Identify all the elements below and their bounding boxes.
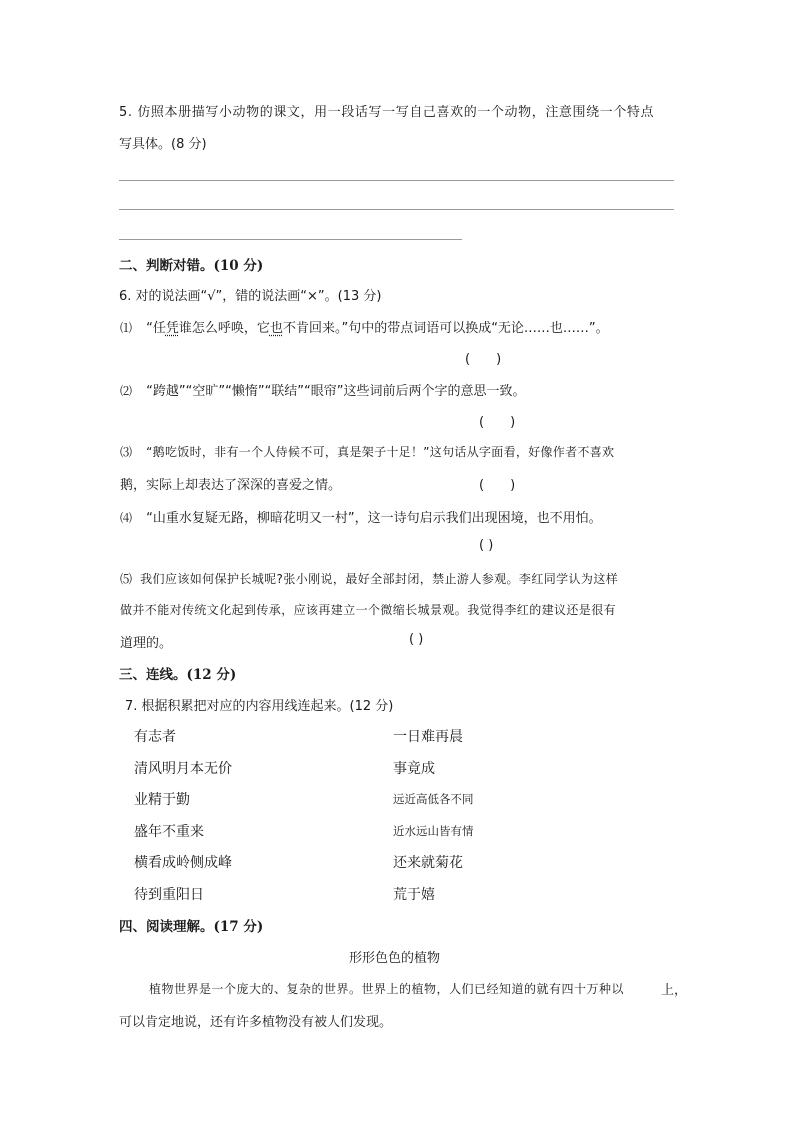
q6-item-5-line1: ⑸ 我们应该如何保护长城呢?张小刚说，最好全部封闭，禁止游人参观。李红同学认为这样 [120,572,619,586]
q6-stem: 6. 对的说法画“√”，错的说法画“×”。(13 分) [119,289,382,304]
answer-paren-5[interactable]: ( ) [409,632,424,647]
item-number: ⑶ [120,445,133,459]
match-left-1[interactable]: 有志者 [134,729,176,745]
match-right-2[interactable]: 事竟成 [393,761,435,777]
q7-stem: 7. 根据积累把对应的内容用线连起来。(12 分) [125,699,394,714]
match-left-5[interactable]: 横看成岭侧成峰 [134,855,232,871]
match-right-5[interactable]: 还来就菊花 [393,855,463,871]
item-number: ⑸ [120,572,133,586]
section-2-title: 二、判断对错。(10 分) [119,258,264,274]
q6-item-4: ⑷ “山重水复疑无路，柳暗花明又一村”，这一诗句启示我们出现困境，也不用怕。 [120,511,602,526]
answer-line-3[interactable] [119,239,462,240]
match-left-3[interactable]: 业精于勤 [134,792,190,808]
answer-line-1[interactable] [119,180,674,181]
passage-line-1-end: 上， [661,983,688,998]
match-right-4[interactable]: 近水远山皆有情 [393,824,474,838]
q5-line1: 5. 仿照本册描写小动物的课文，用一段话写一写自己喜欢的一个动物，注意围绕一个特点 [119,105,655,120]
q6-item-1: ⑴ “任凭谁怎么呼唤，它也不肯回来。”句中的带点词语可以换成“无论……也……”。 [120,321,609,336]
passage-title: 形形色色的植物 [349,951,441,966]
item-number: ⑷ [120,511,133,525]
answer-paren-1[interactable]: ( ) [465,352,502,367]
q6-item-2: ⑵ “跨越”“空旷”“懒惰”“联结”“眼帘”这些词前后两个字的意思一致。 [120,384,526,399]
passage-line-2: 可以肯定地说，还有许多植物没有被人们发现。 [119,1015,393,1030]
item-number: ⑵ [120,384,133,398]
q6-item-3-line2: 鹅，实际上却表达了深深的喜爱之情。 [120,478,342,493]
match-right-1[interactable]: 一日难再晨 [393,729,463,745]
answer-paren-2[interactable]: ( ) [479,415,516,430]
match-right-6[interactable]: 荒于嬉 [393,887,435,903]
section-3-title: 三、连线。(12 分) [119,667,237,683]
dotted-word: 也 [269,321,283,336]
passage-line-1: 植物世界是一个庞大的、复杂的世界。世界上的植物，人们已经知道的就有四十万种以 [149,982,625,996]
answer-line-2[interactable] [119,209,674,210]
match-left-6[interactable]: 待到重阳日 [134,887,204,903]
match-right-3[interactable]: 远近高低各不同 [393,792,474,806]
answer-paren-3[interactable]: ( ) [479,478,516,493]
q6-item-5-line3: 道理的。 [120,636,173,651]
dotted-word: 凭 [165,321,179,336]
q6-item-3-line1: ⑶ “鹅吃饭时，非有一个人侍候不可，真是架子十足！”这句话从字面看，好像作者不喜欢 [120,445,615,459]
answer-paren-4[interactable]: ( ) [479,538,494,553]
q5-line2: 写具体。(8 分) [119,137,207,152]
match-left-4[interactable]: 盛年不重来 [134,824,204,840]
item-number: ⑴ [120,321,133,335]
match-left-2[interactable]: 清风明月本无价 [134,761,232,777]
section-4-title: 四、阅读理解。(17 分) [119,919,264,935]
q6-item-5-line2: 做并不能对传统文化起到传承，应该再建立一个微缩长城景观。我觉得李红的建议还是很有 [120,603,617,617]
